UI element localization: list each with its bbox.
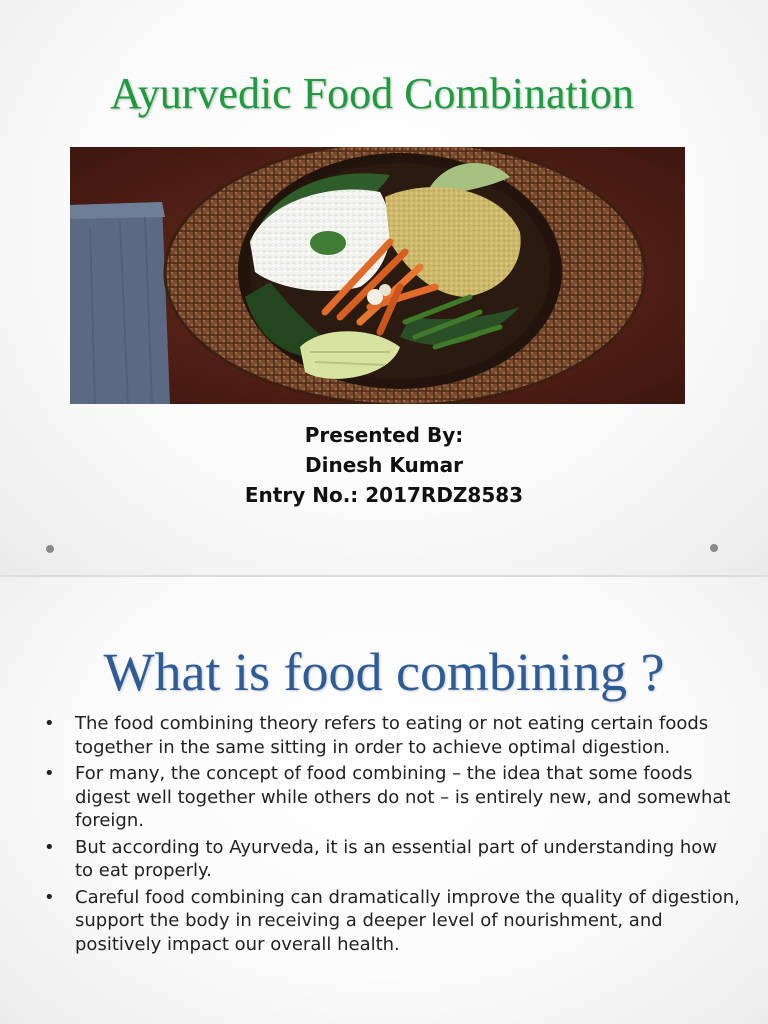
slide-dot-right [710,544,718,552]
bullet-mark: • [44,713,55,734]
presenter-block [0,420,768,510]
list-item [40,762,740,833]
bullet-text: For many, the concept of food combining – the idea that some foods digest well together while others do not – is entirely new, and somewhat foreign. [75,763,731,831]
slide-2-title: What is food combining ? [103,642,665,702]
bullet-mark: • [44,836,55,858]
slide-1-title: Ayurvedic Food Combination [110,69,634,118]
bullet-list [40,712,740,959]
slide-2[interactable] [0,577,768,1024]
list-item [40,712,740,759]
bullet-text: Careful food combining can dramatically improve the quality of digestion, support the body in receiving a deeper level of nourishment, and positively impact our overall health. [75,886,740,955]
list-item [40,836,740,883]
bullet-text: But according to Ayurveda, it is an essential part of understanding how to eat properly. [75,836,717,881]
slide-dot-left [46,545,54,553]
bullet-mark: • [44,763,55,784]
bullet-mark: • [44,886,55,908]
presented-by-label: Presented By: [304,423,464,447]
presenter-name: Dinesh Kumar [305,453,463,477]
bullet-text: The food combining theory refers to eating or not eating certain foods together in the same sitting in order to achieve optimal digestion. [75,713,709,758]
entry-number: Entry No.: 2017RDZ8583 [244,483,524,507]
list-item [40,886,740,957]
food-photo [70,147,685,404]
